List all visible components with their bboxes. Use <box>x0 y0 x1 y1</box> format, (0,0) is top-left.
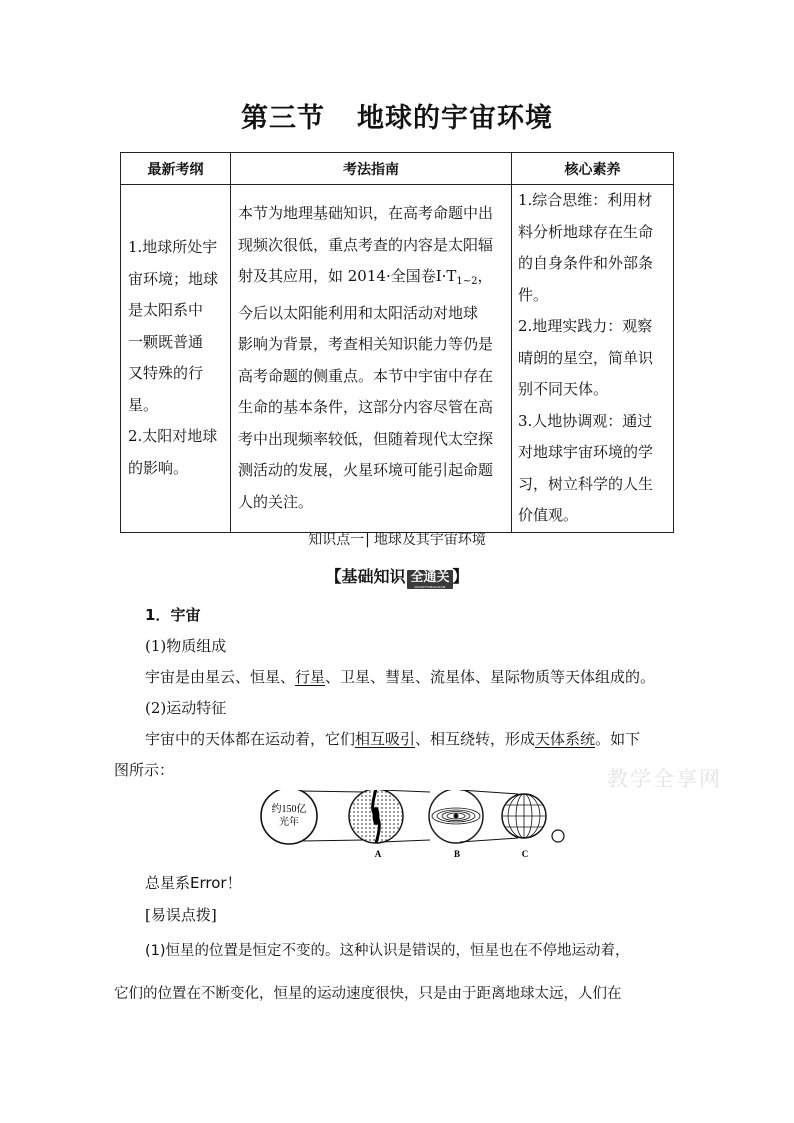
guide-line: 射及其应用，如 2014·全国卷$Ⅰ\cdot T_{1\sim 2}$， <box>238 267 493 288</box>
syllabus-line: 宙环境；地球 <box>128 269 219 288</box>
syllabus-line: 1.地球所处宇 <box>128 238 218 257</box>
knowledge-point-bar: | <box>365 532 370 548</box>
basic-knowledge-close: 】 <box>452 567 469 586</box>
syllabus-table <box>120 152 674 533</box>
universe-size-label: 光年 <box>279 817 299 828</box>
literacy-line: 的自身条件和外部条 <box>518 254 654 272</box>
connector-line <box>301 791 364 792</box>
literacy-line: 料分析地球存在生命 <box>518 222 654 241</box>
blank-answer: 相互吸引 <box>355 730 416 748</box>
diagram-label-c: C <box>521 849 529 859</box>
guide-line: 考中出现频率较低，但随着现代太空探 <box>238 429 494 448</box>
mistake-paragraph-line: (1)恒星的位置是恒定不变的。这种认识是错误的，恒星也在不停地运动着， <box>145 943 630 959</box>
syllabus-line: 又特殊的行 <box>128 364 204 383</box>
syllabus-cell <box>121 185 231 533</box>
watermark: 教学全享网 <box>607 767 722 791</box>
syllabus-line: 一颗既普通 <box>128 332 204 351</box>
section-title: 地球的宇宙环境 <box>357 103 553 134</box>
section-number: 第三节 <box>241 103 325 134</box>
moon-icon <box>552 830 564 842</box>
basic-knowledge-label: 【基础知识 <box>325 567 406 586</box>
table-header-row <box>121 153 674 185</box>
paragraph-composition: 宇宙是由星云、恒星、行星、卫星、彗星、流星体、星际物质等天体组成的。 <box>145 668 656 686</box>
literacy-cell <box>512 185 674 533</box>
celestial-systems-diagram <box>256 790 566 862</box>
syllabus-line: 星。 <box>128 395 159 414</box>
knowledge-point-label: 知识点一 <box>308 532 365 548</box>
syllabus-line: 的影响。 <box>128 458 189 477</box>
literacy-line: 1.综合思维：利用材 <box>518 191 653 209</box>
header-syllabus: 最新考纲 <box>121 153 231 185</box>
guide-line: 测活动的发展，火星环境可能引起命题 <box>238 461 494 480</box>
paragraph-motion-continued: 图所示： <box>114 761 175 779</box>
literacy-line: 件。 <box>518 285 549 304</box>
literacy-line: 对地球宇宙环境的学 <box>518 443 654 461</box>
guide-line: 影响为背景，考查相关知识能力等仍是 <box>238 335 494 354</box>
header-guide: 考法指南 <box>231 153 512 185</box>
error-line: 总星系Error！ <box>145 874 242 892</box>
subheading-composition: (1)物质组成 <box>145 637 227 655</box>
literacy-line: 3.人地协调观：通过 <box>518 411 653 430</box>
section-heading-text: 宇宙 <box>170 606 201 624</box>
header-literacy: 核心素养 <box>512 153 674 185</box>
guide-line: 本节为地理基础知识，在高考命题中出 <box>238 204 494 223</box>
guide-cell <box>231 185 512 533</box>
connector-line <box>302 840 364 841</box>
mistake-paragraph-line: 它们的位置在不断变化，恒星的运动速度很快，只是由于距离地球太远，人们在 <box>114 986 622 1002</box>
galaxy-core-icon <box>373 807 380 825</box>
diagram-label-a: A <box>374 849 382 859</box>
guide-line: 人的关注。 <box>238 492 314 511</box>
literacy-line: 2.地理实践力：观察 <box>518 317 653 335</box>
blank-answer: 天体系统 <box>535 730 596 748</box>
syllabus-line: 是太阳系中 <box>128 301 204 320</box>
guide-line: 现频次很低，重点考查的内容是太阳辐 <box>238 235 494 254</box>
knowledge-point-heading <box>0 529 794 549</box>
subheading-motion: (2)运动特征 <box>145 699 227 717</box>
literacy-line: 别不同天体。 <box>518 380 609 398</box>
diagram-label-b: B <box>453 849 461 859</box>
syllabus-line: 2.太阳对地球 <box>128 427 218 446</box>
knowledge-point-title: 地球及其宇宙环境 <box>373 532 486 548</box>
guide-line: 今后以太阳能利用和太阳活动对地球 <box>238 303 479 322</box>
table-body-row <box>121 185 674 533</box>
literacy-line: 价值观。 <box>518 506 579 524</box>
guide-line: 生命的基本条件，这部分内容尽管在高 <box>238 398 494 417</box>
mistake-heading: [易误点拨] <box>145 906 217 924</box>
badge-text: 全通关 <box>410 570 450 585</box>
quantongguan-badge <box>407 570 452 589</box>
section-heading-number: 1． <box>145 606 171 624</box>
paragraph-motion: 宇宙中的天体都在运动着，它们相互吸引、相互绕转，形成天体系统。如下 <box>145 730 641 748</box>
literacy-line: 习，树立科学的人生 <box>518 474 654 493</box>
sun-icon <box>454 814 459 819</box>
universe-size-label: 约150亿 <box>271 804 307 815</box>
literacy-line: 晴朗的星空，简单识 <box>518 348 654 367</box>
page-title <box>0 96 794 135</box>
blank-answer: 行星 <box>295 668 326 686</box>
section-heading-universe <box>145 604 200 625</box>
guide-line: 高考命题的侧重点。本节中宇宙中存在 <box>238 366 494 385</box>
basic-knowledge-heading <box>0 564 794 589</box>
badge-subtext: QUANTONGGUAN <box>414 585 446 589</box>
